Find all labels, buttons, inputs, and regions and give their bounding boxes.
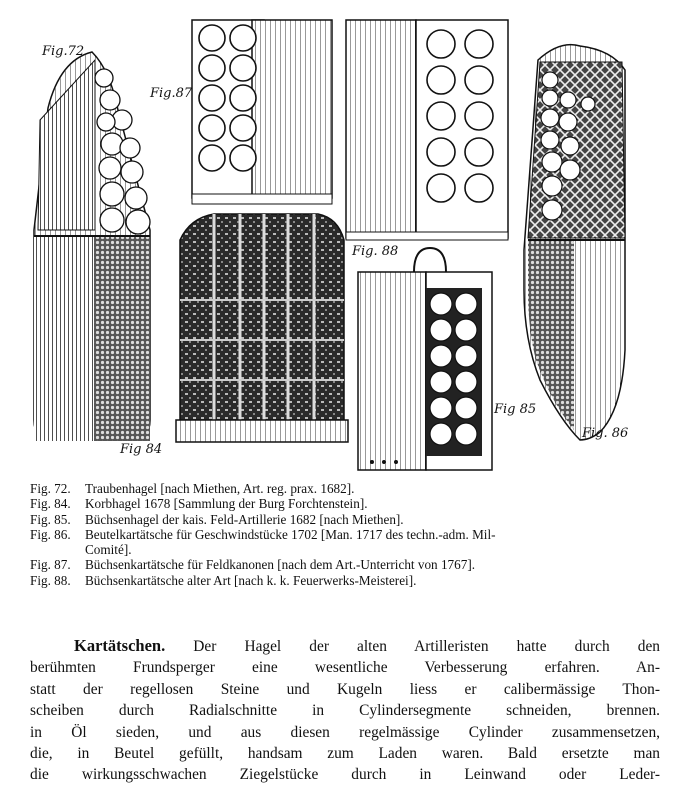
figure-captions xyxy=(30,481,660,588)
fig88-drawing xyxy=(346,20,508,240)
caption-number: Fig. 87. xyxy=(30,557,71,573)
body-line: statt der regellosen Steine und Kugeln liess er calibermässige Thon- xyxy=(30,680,660,698)
caption-number: Fig. 84. xyxy=(30,496,71,512)
body-line xyxy=(30,635,660,657)
body-line: scheiben durch Radialschnitte in Cylindersegmente schneiden, brennen. xyxy=(30,702,660,720)
fig85-label: Fig 85 xyxy=(494,402,537,417)
fig86-label: Fig. 86 xyxy=(582,426,629,441)
caption-text: Korbhagel 1678 [Sammlung der Burg Forchtenstein]. xyxy=(85,496,368,512)
caption-line xyxy=(30,557,660,572)
caption-text: Büchsenkartätsche alter Art [nach k. k. Feuerwerks-Meisterei]. xyxy=(85,572,417,588)
caption-text: Comité]. xyxy=(85,542,132,558)
fig86-drawing xyxy=(524,45,625,440)
caption-line xyxy=(30,512,660,527)
body-line-text: Der Hagel der alten Artilleristen hatte durch den xyxy=(193,638,660,655)
fig72-drawing xyxy=(34,52,150,441)
caption-text: Büchsenhagel der kais. Feld-Artillerie 1682 [nach Miethen]. xyxy=(85,511,404,527)
caption-line xyxy=(30,527,660,542)
fig84-drawing xyxy=(176,214,348,442)
caption-number: Fig. 88. xyxy=(30,572,71,588)
caption-line xyxy=(30,542,660,557)
body-line: die, in Beutel gefüllt, handsam zum Laden waren. Bald ersetzte man xyxy=(30,745,660,763)
caption-line xyxy=(30,481,660,496)
caption-text: Traubenhagel [nach Miethen, Art. reg. prax. 1682]. xyxy=(85,481,355,496)
section-heading: Kartätschen. xyxy=(74,636,166,655)
fig87-label: Fig.87 xyxy=(150,86,193,101)
caption-number: Fig. 72. xyxy=(30,481,71,496)
fig85-drawing xyxy=(358,248,492,470)
fig88-label: Fig. 88 xyxy=(352,244,399,259)
caption-number: Fig. 85. xyxy=(30,511,71,527)
body-line: die wirkungsschwachen Ziegelstücke durch in Leinwand oder Leder- xyxy=(30,766,660,784)
body-line: berühmten Frundsperger eine wesentliche Verbesserung erfahren. An- xyxy=(30,659,660,677)
fig87-drawing xyxy=(192,20,332,204)
caption-number xyxy=(30,542,85,557)
caption-text: Büchsenkartätsche für Feldkanonen [nach dem Art.-Unterricht von 1767]. xyxy=(85,557,476,573)
fig72-label: Fig.72 xyxy=(42,44,85,59)
caption-number: Fig. 86. xyxy=(30,526,71,542)
body-line: in Öl sieden, und aus diesen regelmässige Cylinder zusammensetzen, xyxy=(30,723,660,741)
body-paragraph xyxy=(30,635,660,786)
fig84-label: Fig 84 xyxy=(120,442,163,457)
caption-text: Beutelkartätsche für Geschwindstücke 1702 [Man. 1717 des techn.-adm. Mil- xyxy=(85,526,496,542)
caption-line xyxy=(30,573,660,588)
caption-line xyxy=(30,496,660,511)
